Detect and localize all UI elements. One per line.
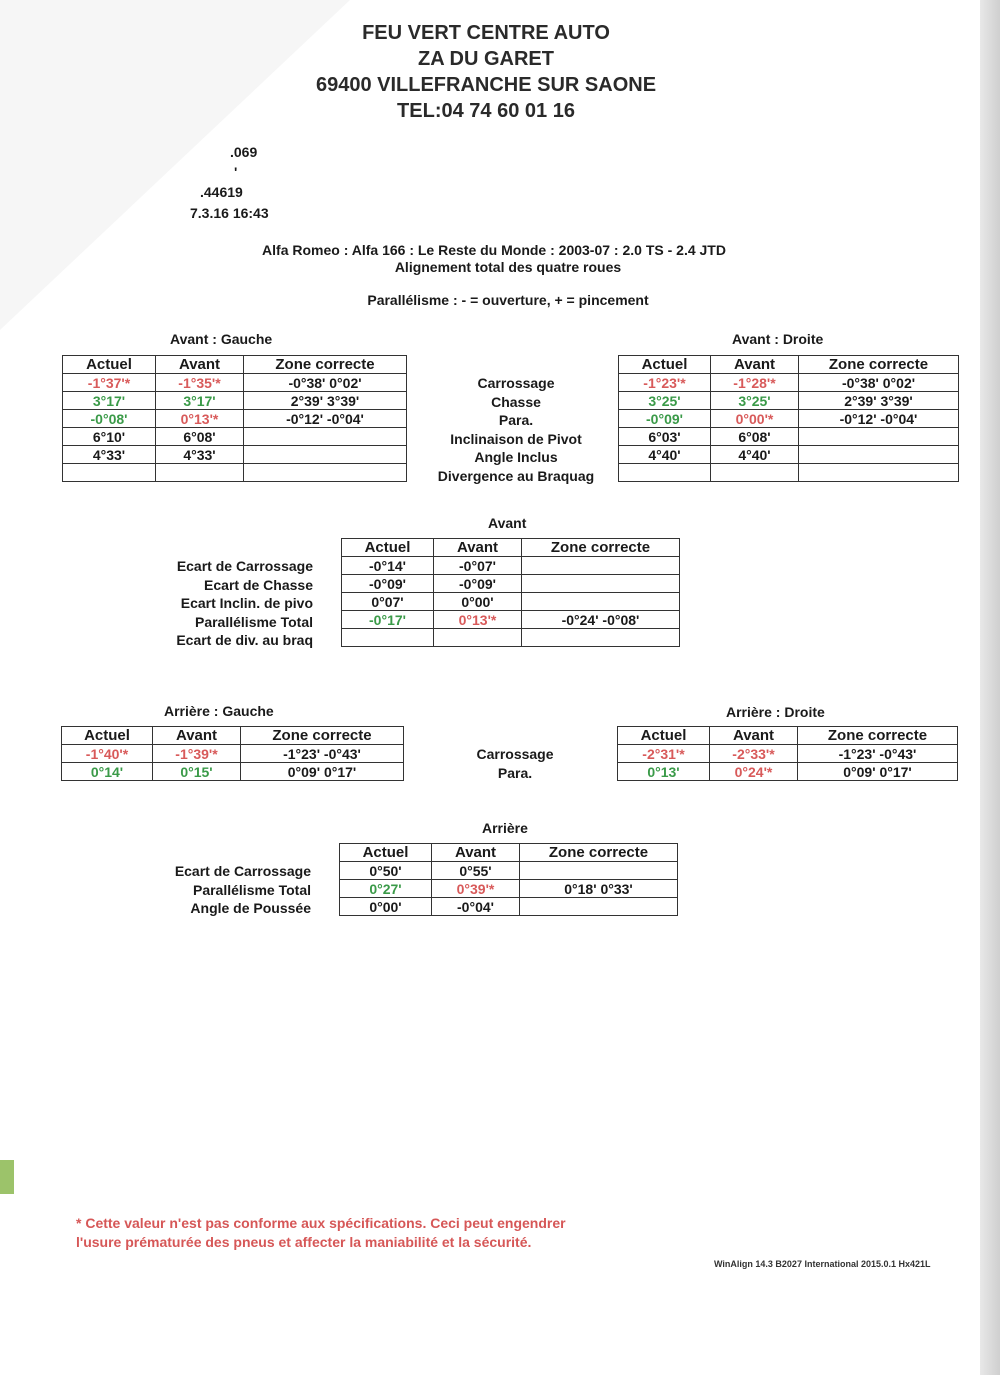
table-row — [342, 575, 680, 593]
cell-actuel: 4°40' — [619, 446, 711, 464]
cell-avant: -1°39'* — [153, 745, 241, 763]
label-para: Para. — [497, 764, 533, 781]
cell-zone — [522, 557, 680, 575]
front-axle-table — [341, 538, 680, 647]
cell-actuel: 3°25' — [619, 392, 711, 410]
cell-actuel: -1°40'* — [62, 745, 153, 763]
col-avant: Avant — [432, 844, 520, 862]
cell-avant: -1°28'* — [711, 374, 799, 392]
alignment-subtitle: Alignement total des quatre roues — [394, 259, 622, 275]
cell-actuel: -1°23'* — [619, 374, 711, 392]
cell-actuel: -1°37'* — [63, 374, 156, 392]
cell-avant — [434, 629, 522, 647]
cell-avant: 4°33' — [156, 446, 244, 464]
cell-zone: -0°12' -0°04' — [244, 410, 407, 428]
page-edge-shadow — [980, 0, 1000, 1375]
cell-zone: -0°38' 0°02' — [799, 374, 959, 392]
cell-avant: -0°04' — [432, 898, 520, 916]
cell-actuel: 0°13' — [618, 763, 710, 781]
label-para: Para. — [498, 412, 534, 428]
table-header-row — [618, 727, 958, 745]
cell-zone: -0°24' -0°08' — [522, 611, 680, 629]
scan-edge-mark — [0, 1160, 14, 1194]
table-row — [62, 763, 404, 781]
label-parallelisme-total: Parallélisme Total — [194, 613, 313, 630]
cell-avant: 3°17' — [156, 392, 244, 410]
table-row — [63, 464, 407, 482]
table-row — [618, 763, 958, 781]
ref-line-1: .069 — [230, 144, 258, 160]
label-inclinaison-pivot: Inclinaison de Pivot — [450, 430, 582, 447]
table-header-row — [619, 356, 959, 374]
table-row — [619, 446, 959, 464]
footnote-line-2: l'usure prématurée des pneus et affecter la maniabilité et la sécurité. — [76, 1234, 532, 1250]
label-angle-inclus: Angle Inclus — [474, 449, 558, 465]
cell-avant: -0°07' — [434, 557, 522, 575]
rear-axle-title: Arrière — [482, 820, 528, 836]
table-row — [63, 374, 407, 392]
cell-zone — [522, 575, 680, 593]
col-zone: Zone correcte — [798, 727, 958, 745]
cell-zone — [520, 898, 678, 916]
label-carrossage: Carrossage — [476, 746, 554, 762]
col-zone: Zone correcte — [244, 356, 407, 374]
cell-actuel: 0°50' — [340, 862, 432, 880]
cell-actuel: -0°09' — [342, 575, 434, 593]
cell-avant: -0°09' — [434, 575, 522, 593]
cell-avant — [156, 464, 244, 482]
cell-avant: 0°13'* — [156, 410, 244, 428]
cell-actuel: 0°00' — [340, 898, 432, 916]
non-conformity-footnote — [76, 1214, 776, 1252]
cell-zone: 2°39' 3°39' — [244, 392, 407, 410]
label-ecart-inclin-pivot: Ecart Inclin. de pivo — [180, 595, 313, 611]
col-avant: Avant — [711, 356, 799, 374]
col-actuel: Actuel — [619, 356, 711, 374]
table-row — [62, 745, 404, 763]
cell-actuel: 4°33' — [63, 446, 156, 464]
cell-zone — [244, 464, 407, 482]
front-right-title: Avant : Droite — [732, 331, 824, 347]
cell-actuel: 3°17' — [63, 392, 156, 410]
label-parallelisme-total: Parallélisme Total — [192, 881, 311, 898]
cell-avant: 0°15' — [153, 763, 241, 781]
table-row — [619, 428, 959, 446]
cell-zone — [522, 593, 680, 611]
cell-actuel — [342, 629, 434, 647]
cell-actuel: 0°14' — [62, 763, 153, 781]
vehicle-model: Alfa Romeo : Alfa 166 : Le Reste du Monde : 2003-07 : 2.0 TS - 2.4 JTD — [262, 242, 726, 258]
cell-avant: 3°25' — [711, 392, 799, 410]
col-zone: Zone correcte — [520, 844, 678, 862]
cell-avant — [711, 464, 799, 482]
col-actuel: Actuel — [63, 356, 156, 374]
cell-zone: 2°39' 3°39' — [799, 392, 959, 410]
col-avant: Avant — [434, 539, 522, 557]
front-axle-title: Avant — [488, 515, 527, 531]
table-row — [340, 862, 678, 880]
cell-actuel — [619, 464, 711, 482]
cell-actuel: 6°03' — [619, 428, 711, 446]
shop-phone: TEL:04 74 60 01 16 — [397, 100, 575, 122]
cell-actuel: -0°08' — [63, 410, 156, 428]
table-row — [342, 557, 680, 575]
cell-zone: -1°23' -0°43' — [241, 745, 404, 763]
table-row — [342, 611, 680, 629]
cell-avant: 6°08' — [156, 428, 244, 446]
front-axle-row-labels — [120, 557, 313, 650]
cell-actuel: 0°27' — [340, 880, 432, 898]
rear-right-title: Arrière : Droite — [726, 704, 825, 720]
label-ecart-div-braq: Ecart de div. au braq — [176, 632, 313, 648]
table-row — [619, 392, 959, 410]
front-left-table — [62, 355, 407, 482]
table-header-row — [63, 356, 407, 374]
table-row — [63, 410, 407, 428]
cell-avant: 0°39'* — [432, 880, 520, 898]
table-row — [342, 593, 680, 611]
label-chasse: Chasse — [491, 393, 541, 410]
col-actuel: Actuel — [340, 844, 432, 862]
label-ecart-carrossage: Ecart de Carrossage — [174, 863, 311, 879]
cell-zone: -0°12' -0°04' — [799, 410, 959, 428]
ref-line-2: ' — [234, 164, 238, 180]
label-divergence-braquage: Divergence au Braquag — [437, 467, 595, 484]
col-actuel: Actuel — [342, 539, 434, 557]
table-header-row — [62, 727, 404, 745]
cell-zone — [799, 464, 959, 482]
rear-left-title: Arrière : Gauche — [164, 703, 274, 719]
shop-address: ZA DU GARET — [418, 48, 554, 70]
cell-avant: 0°55' — [432, 862, 520, 880]
col-avant: Avant — [156, 356, 244, 374]
cell-avant: 0°13'* — [434, 611, 522, 629]
rear-right-table — [617, 726, 958, 781]
cell-zone: -1°23' -0°43' — [798, 745, 958, 763]
cell-actuel: -0°09' — [619, 410, 711, 428]
table-row — [63, 392, 407, 410]
cell-avant: 0°24'* — [710, 763, 798, 781]
table-row — [340, 898, 678, 916]
col-actuel: Actuel — [62, 727, 153, 745]
label-ecart-carrossage: Ecart de Carrossage — [176, 558, 313, 574]
table-header-row — [340, 844, 678, 862]
front-left-title: Avant : Gauche — [170, 331, 273, 347]
table-row — [63, 446, 407, 464]
table-row — [619, 464, 959, 482]
rear-row-labels — [440, 745, 590, 782]
footnote-line-1: * Cette valeur n'est pas conforme aux spécifications. Ceci peut engendrer — [76, 1215, 566, 1231]
front-row-labels — [418, 374, 614, 485]
col-actuel: Actuel — [618, 727, 710, 745]
shop-city: 69400 VILLEFRANCHE SUR SAONE — [315, 74, 657, 96]
cell-zone — [520, 862, 678, 880]
col-avant: Avant — [153, 727, 241, 745]
label-ecart-chasse: Ecart de Chasse — [204, 576, 313, 593]
cell-avant: 4°40' — [711, 446, 799, 464]
col-zone: Zone correcte — [799, 356, 959, 374]
rear-axle-table — [339, 843, 678, 916]
cell-actuel: -0°14' — [342, 557, 434, 575]
cell-actuel: -2°31'* — [618, 745, 710, 763]
table-row — [342, 629, 680, 647]
cell-zone — [244, 446, 407, 464]
table-row — [63, 428, 407, 446]
software-version: WinAlign 14.3 B2027 International 2015.0.1 Hx421L — [714, 1259, 931, 1269]
cell-avant: -1°35'* — [156, 374, 244, 392]
ref-line-3: .44619 — [200, 184, 243, 200]
cell-avant: 6°08' — [711, 428, 799, 446]
cell-actuel: -0°17' — [342, 611, 434, 629]
cell-zone: 0°09' 0°17' — [241, 763, 404, 781]
col-zone: Zone correcte — [241, 727, 404, 745]
table-row — [619, 374, 959, 392]
parallelism-legend: Parallélisme : - = ouverture, + = pincement — [367, 292, 649, 308]
cell-avant: -2°33'* — [710, 745, 798, 763]
table-header-row — [342, 539, 680, 557]
table-row — [340, 880, 678, 898]
cell-avant: 0°00'* — [711, 410, 799, 428]
front-right-table — [618, 355, 959, 482]
rear-axle-row-labels — [110, 862, 311, 918]
cell-actuel: 0°07' — [342, 593, 434, 611]
cell-zone: -0°38' 0°02' — [244, 374, 407, 392]
label-carrossage: Carrossage — [477, 375, 555, 391]
cell-zone — [522, 629, 680, 647]
col-avant: Avant — [710, 727, 798, 745]
rear-left-table — [61, 726, 404, 781]
cell-zone — [799, 428, 959, 446]
cell-zone — [799, 446, 959, 464]
cell-avant: 0°00' — [434, 593, 522, 611]
cell-zone — [244, 428, 407, 446]
label-angle-poussee: Angle de Poussée — [190, 900, 311, 916]
table-row — [619, 410, 959, 428]
col-zone: Zone correcte — [522, 539, 680, 557]
cell-zone: 0°18' 0°33' — [520, 880, 678, 898]
cell-actuel — [63, 464, 156, 482]
cell-actuel: 6°10' — [63, 428, 156, 446]
shop-name: FEU VERT CENTRE AUTO — [362, 22, 610, 44]
cell-zone: 0°09' 0°17' — [798, 763, 958, 781]
ref-datetime: 7.3.16 16:43 — [190, 205, 269, 221]
table-row — [618, 745, 958, 763]
